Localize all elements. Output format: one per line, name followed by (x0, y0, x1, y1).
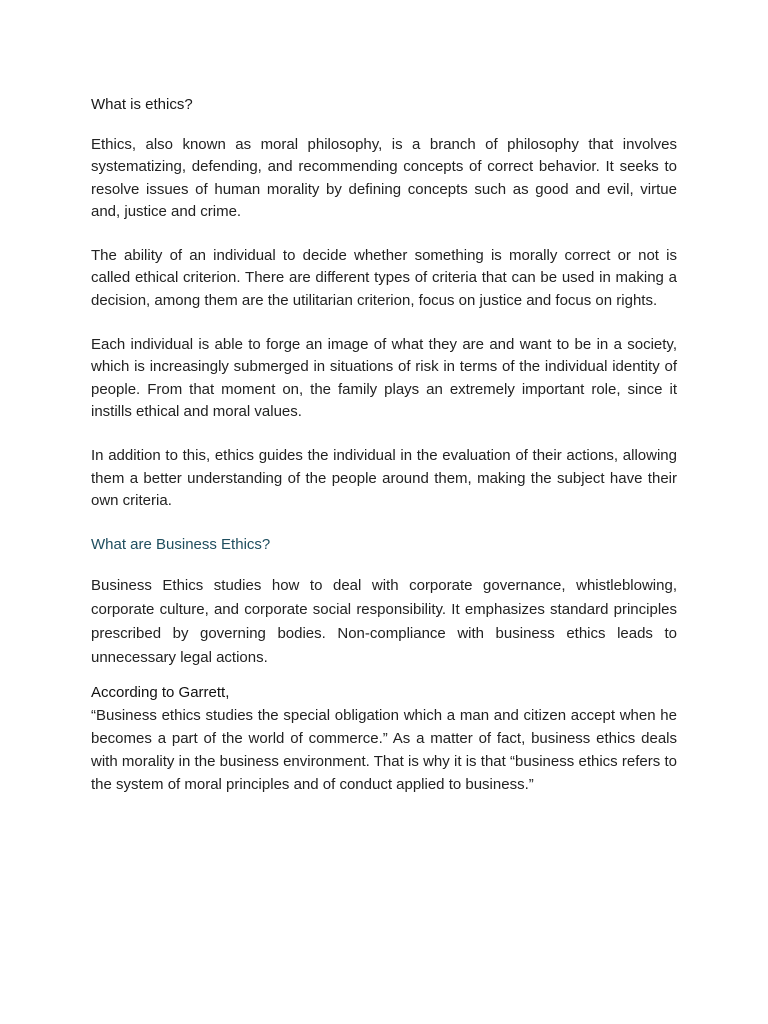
paragraph-individual-image: Each individual is able to forge an image of what they are and want to be in a society, which is increasingly submerged in situations of risk in terms of the individual identity of people. From that moment on, the family plays an extremely important role, since it instills ethical and moral values. (91, 336, 677, 420)
paragraph-ethics-guides: In addition to this, ethics guides the individual in the evaluation of their actions, allowing them a better understanding of the people around them, making the subject have their own criteria. (91, 447, 677, 509)
heading-what-is-ethics: What is ethics? (91, 96, 193, 113)
paragraph-ethical-criterion: The ability of an individual to decide whether something is morally correct or not is called ethical criterion. There are different types of criteria that can be used in making a decision, among them are the utilitarian criterion, focus on justice and focus on rights. (91, 247, 677, 309)
paragraph-garrett-quote: “Business ethics studies the special obligation which a man and citizen accept when he becomes a part of the world of commerce.” As a matter of fact, business ethics deals with morality in the business environment. That is why it is that “business ethics refers to the system of moral principles and of conduct applied to business.” (91, 707, 677, 794)
document-body (91, 94, 677, 796)
heading-business-ethics: What are Business Ethics? (91, 536, 271, 554)
heading-according-to-garrett: According to Garrett, (91, 684, 230, 702)
paragraph-ethics-definition: Ethics, also known as moral philosophy, is a branch of philosophy that involves systematizing, defending, and recommending concepts of correct behavior. It seeks to resolve issues of human morality by defining concepts such as good and evil, virtue and, justice and crime. (91, 136, 677, 220)
paragraph-business-ethics: Business Ethics studies how to deal with corporate governance, whistleblowing, corporate culture, and corporate social responsibility. It emphasizes standard principles prescribed by governing bodies. Non-compliance with business ethics leads to unnecessary legal actions. (91, 577, 677, 667)
